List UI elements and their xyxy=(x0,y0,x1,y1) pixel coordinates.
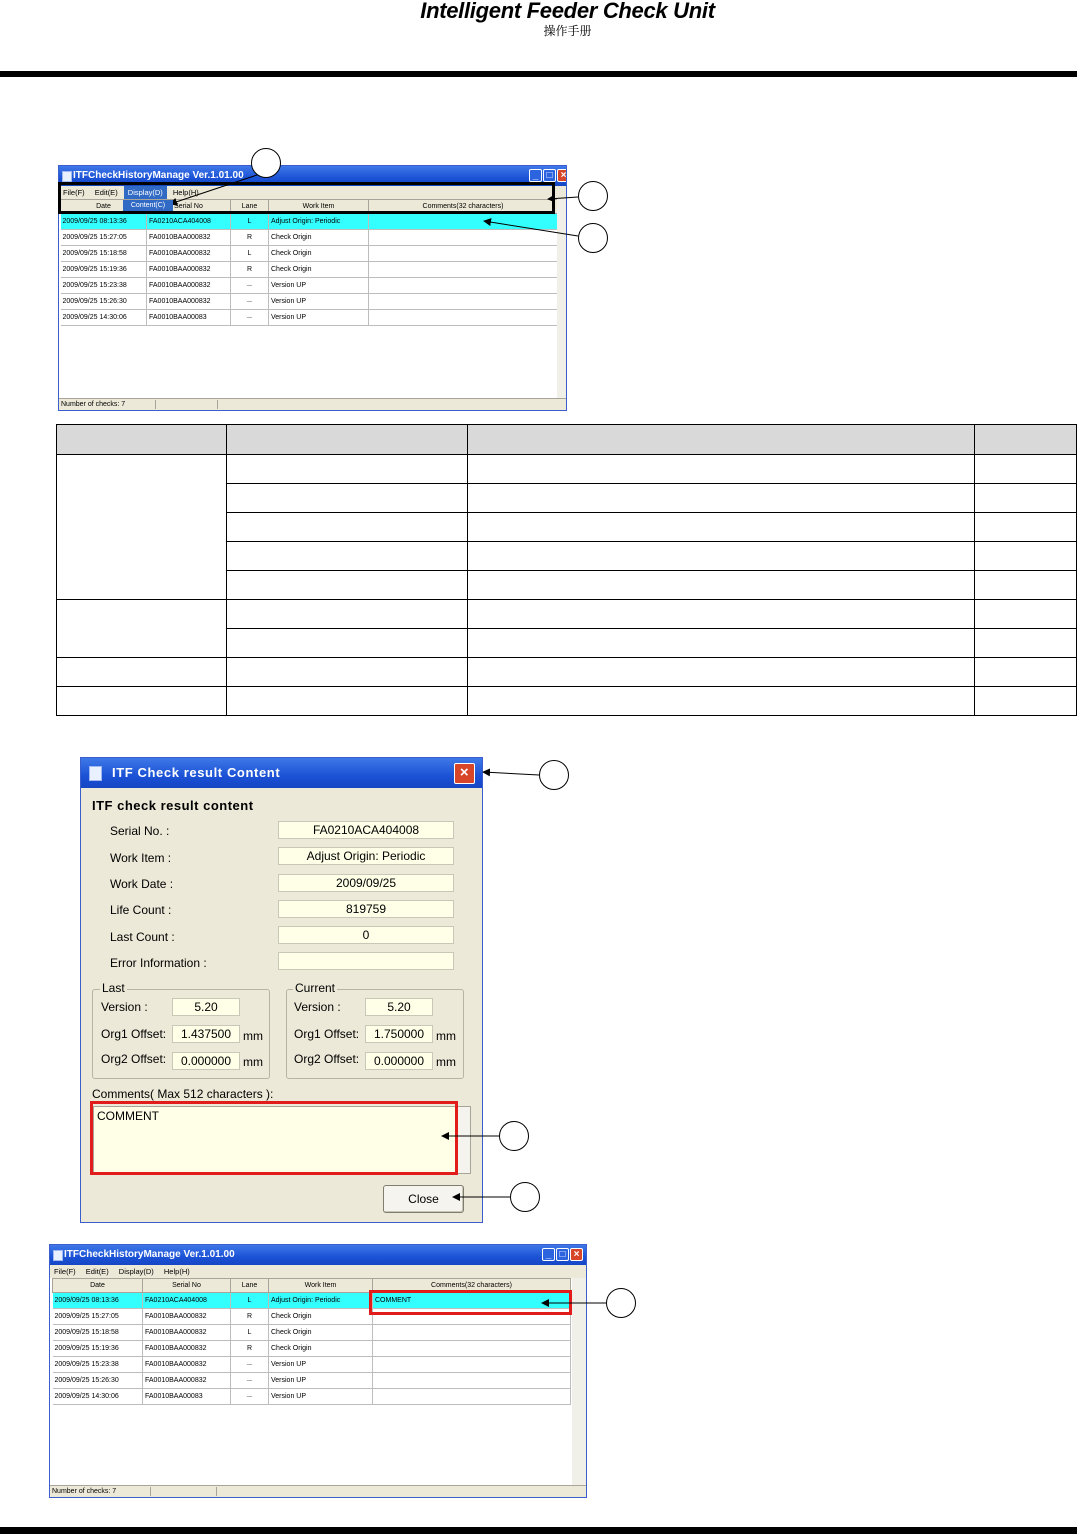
cell-lane: R xyxy=(231,1309,269,1325)
column-comments[interactable]: Comments(32 characters) xyxy=(373,1279,571,1293)
menu-edit[interactable]: Edit(E) xyxy=(85,1267,109,1276)
minimize-icon[interactable]: _ xyxy=(529,169,542,182)
cell-serial: FA0010BAA00083 xyxy=(147,310,231,326)
last-count-label: Last Count : xyxy=(110,930,175,944)
cell-lane: － xyxy=(231,310,269,326)
error-info-label: Error Information : xyxy=(110,956,207,970)
cell-lane: － xyxy=(231,294,269,310)
cell-lane: － xyxy=(231,1389,269,1405)
current-version-label: Version : xyxy=(294,1000,341,1014)
cell-serial: FA0210ACA404008 xyxy=(147,214,231,230)
last-org1-field: 1.437500 xyxy=(172,1025,240,1043)
cell-serial: FA0010BAA000832 xyxy=(143,1341,231,1357)
current-org2-field: 0.000000 xyxy=(365,1052,433,1070)
cell-lane: L xyxy=(231,246,269,262)
cell-serial: FA0010BAA000832 xyxy=(143,1373,231,1389)
current-org2-unit: mm xyxy=(436,1055,456,1069)
window-title: ITFCheckHistoryManage Ver.1.01.00 xyxy=(64,1249,235,1260)
column-work-item[interactable]: Work Item xyxy=(269,200,369,214)
document-title: Intelligent Feeder Check Unit xyxy=(420,0,715,23)
work-date-field: 2009/09/25 xyxy=(278,874,454,892)
cell-lane: R xyxy=(231,230,269,246)
column-lane[interactable]: Lane xyxy=(231,1279,269,1293)
minimize-icon[interactable]: _ xyxy=(542,1248,555,1261)
cell-work-item: Check Origin xyxy=(269,1325,373,1341)
maximize-icon[interactable]: □ xyxy=(556,1248,569,1261)
cell-work-item: Version UP xyxy=(269,294,369,310)
serial-label: Serial No. : xyxy=(110,824,170,838)
cell-work-item: Check Origin xyxy=(269,262,369,278)
menu-display[interactable]: Display(D) xyxy=(124,186,167,199)
cell-work-item: Check Origin xyxy=(269,1309,373,1325)
cell-serial: FA0010BAA000832 xyxy=(143,1325,231,1341)
cell-work-item: Check Origin xyxy=(269,230,369,246)
cell-serial: FA0010BAA000832 xyxy=(147,294,231,310)
cell-date: 2009/09/25 15:18:58 xyxy=(53,1325,143,1341)
cell-lane: － xyxy=(231,1373,269,1389)
close-icon[interactable]: × xyxy=(557,169,567,182)
cell-serial: FA0210ACA404008 xyxy=(143,1293,231,1309)
close-button[interactable]: Close xyxy=(383,1185,464,1213)
last-org2-label: Org2 Offset: xyxy=(101,1052,167,1066)
current-org1-label: Org1 Offset: xyxy=(294,1027,360,1041)
menu-display[interactable]: Display(D) xyxy=(118,1267,154,1276)
column-serial-no[interactable]: Serial No xyxy=(147,200,231,214)
cell-date: 2009/09/25 15:23:38 xyxy=(53,1357,143,1373)
cell-date: 2009/09/25 15:26:30 xyxy=(61,294,147,310)
serial-field: FA0210ACA404008 xyxy=(278,821,454,839)
column-date[interactable]: Date xyxy=(61,200,147,214)
dialog-close-icon[interactable]: × xyxy=(454,763,475,784)
cell-date: 2009/09/25 15:19:36 xyxy=(53,1341,143,1357)
cell-work-item: Version UP xyxy=(269,1389,373,1405)
cell-work-item: Check Origin xyxy=(269,1341,373,1357)
current-org2-label: Org2 Offset: xyxy=(294,1052,360,1066)
cell-date: 2009/09/25 15:19:36 xyxy=(61,262,147,278)
last-org2-field: 0.000000 xyxy=(172,1052,240,1070)
menu-file[interactable]: File(F) xyxy=(63,188,85,197)
document-subtitle: 操作手册 xyxy=(543,24,592,38)
cell-work-item: Version UP xyxy=(269,1373,373,1389)
last-org2-unit: mm xyxy=(243,1055,263,1069)
life-count-label: Life Count : xyxy=(110,903,172,917)
last-org1-label: Org1 Offset: xyxy=(101,1027,167,1041)
work-item-field: Adjust Origin: Periodic xyxy=(278,847,454,865)
last-version-label: Version : xyxy=(101,1000,148,1014)
cell-work-item: Version UP xyxy=(269,278,369,294)
last-legend: Last xyxy=(102,981,125,995)
cell-work-item: Version UP xyxy=(269,310,369,326)
cell-date: 2009/09/25 15:27:05 xyxy=(61,230,147,246)
cell-comment: COMMENT xyxy=(373,1293,571,1309)
cell-lane: － xyxy=(231,278,269,294)
cell-date: 2009/09/25 08:13:36 xyxy=(61,214,147,230)
cell-date: 2009/09/25 15:27:05 xyxy=(53,1309,143,1325)
cell-lane: L xyxy=(231,214,269,230)
check-count: Number of checks: 7 xyxy=(61,401,126,408)
menu-help[interactable]: Help(H) xyxy=(172,188,199,197)
cell-lane: － xyxy=(231,1357,269,1373)
cell-serial: FA0010BAA000832 xyxy=(143,1309,231,1325)
current-legend: Current xyxy=(295,981,336,995)
work-date-label: Work Date : xyxy=(110,877,174,891)
cell-serial: FA0010BAA00083 xyxy=(143,1389,231,1405)
cell-work-item: Adjust Origin: Periodic xyxy=(269,1293,373,1309)
menu-file[interactable]: File(F) xyxy=(54,1267,76,1276)
cell-date: 2009/09/25 14:30:06 xyxy=(61,310,147,326)
current-version-field: 5.20 xyxy=(365,998,433,1016)
column-lane[interactable]: Lane xyxy=(231,200,269,214)
cell-date: 2009/09/25 15:18:58 xyxy=(61,246,147,262)
cell-work-item: Version UP xyxy=(269,1357,373,1373)
cell-serial: FA0010BAA000832 xyxy=(147,246,231,262)
cell-lane: L xyxy=(231,1325,269,1341)
menu-help[interactable]: Help(H) xyxy=(163,1267,190,1276)
cell-lane: R xyxy=(231,1341,269,1357)
cell-date: 2009/09/25 15:26:30 xyxy=(53,1373,143,1389)
cell-work-item: Check Origin xyxy=(269,246,369,262)
dialog-heading: ITF check result content xyxy=(92,798,254,813)
footer-rule xyxy=(0,1527,1077,1534)
check-count: Number of checks: 7 xyxy=(52,1488,117,1495)
comments-text: COMMENT xyxy=(97,1109,159,1123)
column-work-item[interactable]: Work Item xyxy=(269,1279,373,1293)
current-org1-unit: mm xyxy=(436,1029,456,1043)
cell-serial: FA0010BAA000832 xyxy=(147,278,231,294)
menu-content-item[interactable]: Content(C) xyxy=(123,200,173,211)
cell-work-item: Adjust Origin: Periodic xyxy=(269,214,369,230)
cell-date: 2009/09/25 15:23:38 xyxy=(61,278,147,294)
dialog-title: ITF Check result Content xyxy=(112,765,281,780)
cell-date: 2009/09/25 14:30:06 xyxy=(53,1389,143,1405)
close-icon[interactable]: × xyxy=(570,1248,583,1261)
current-org1-field: 1.750000 xyxy=(365,1025,433,1043)
menu-edit[interactable]: Edit(E) xyxy=(94,188,118,197)
life-count-field: 819759 xyxy=(278,900,454,918)
cell-lane: R xyxy=(231,262,269,278)
work-item-label: Work Item : xyxy=(110,851,172,865)
last-org1-unit: mm xyxy=(243,1029,263,1043)
cell-serial: FA0010BAA000832 xyxy=(143,1357,231,1373)
column-date[interactable]: Date xyxy=(53,1279,143,1293)
window-title: ITFCheckHistoryManage Ver.1.01.00 xyxy=(73,170,244,181)
column-comments[interactable]: Comments(32 characters) xyxy=(369,200,558,214)
last-count-field: 0 xyxy=(278,926,454,944)
cell-lane: L xyxy=(231,1293,269,1309)
cell-serial: FA0010BAA000832 xyxy=(147,262,231,278)
cell-serial: FA0010BAA000832 xyxy=(147,230,231,246)
column-serial-no[interactable]: Serial No xyxy=(143,1279,231,1293)
last-version-field: 5.20 xyxy=(172,998,240,1016)
cell-date: 2009/09/25 08:13:36 xyxy=(53,1293,143,1309)
comments-label: Comments( Max 512 characters ): xyxy=(92,1087,274,1101)
maximize-icon[interactable]: □ xyxy=(543,169,556,182)
